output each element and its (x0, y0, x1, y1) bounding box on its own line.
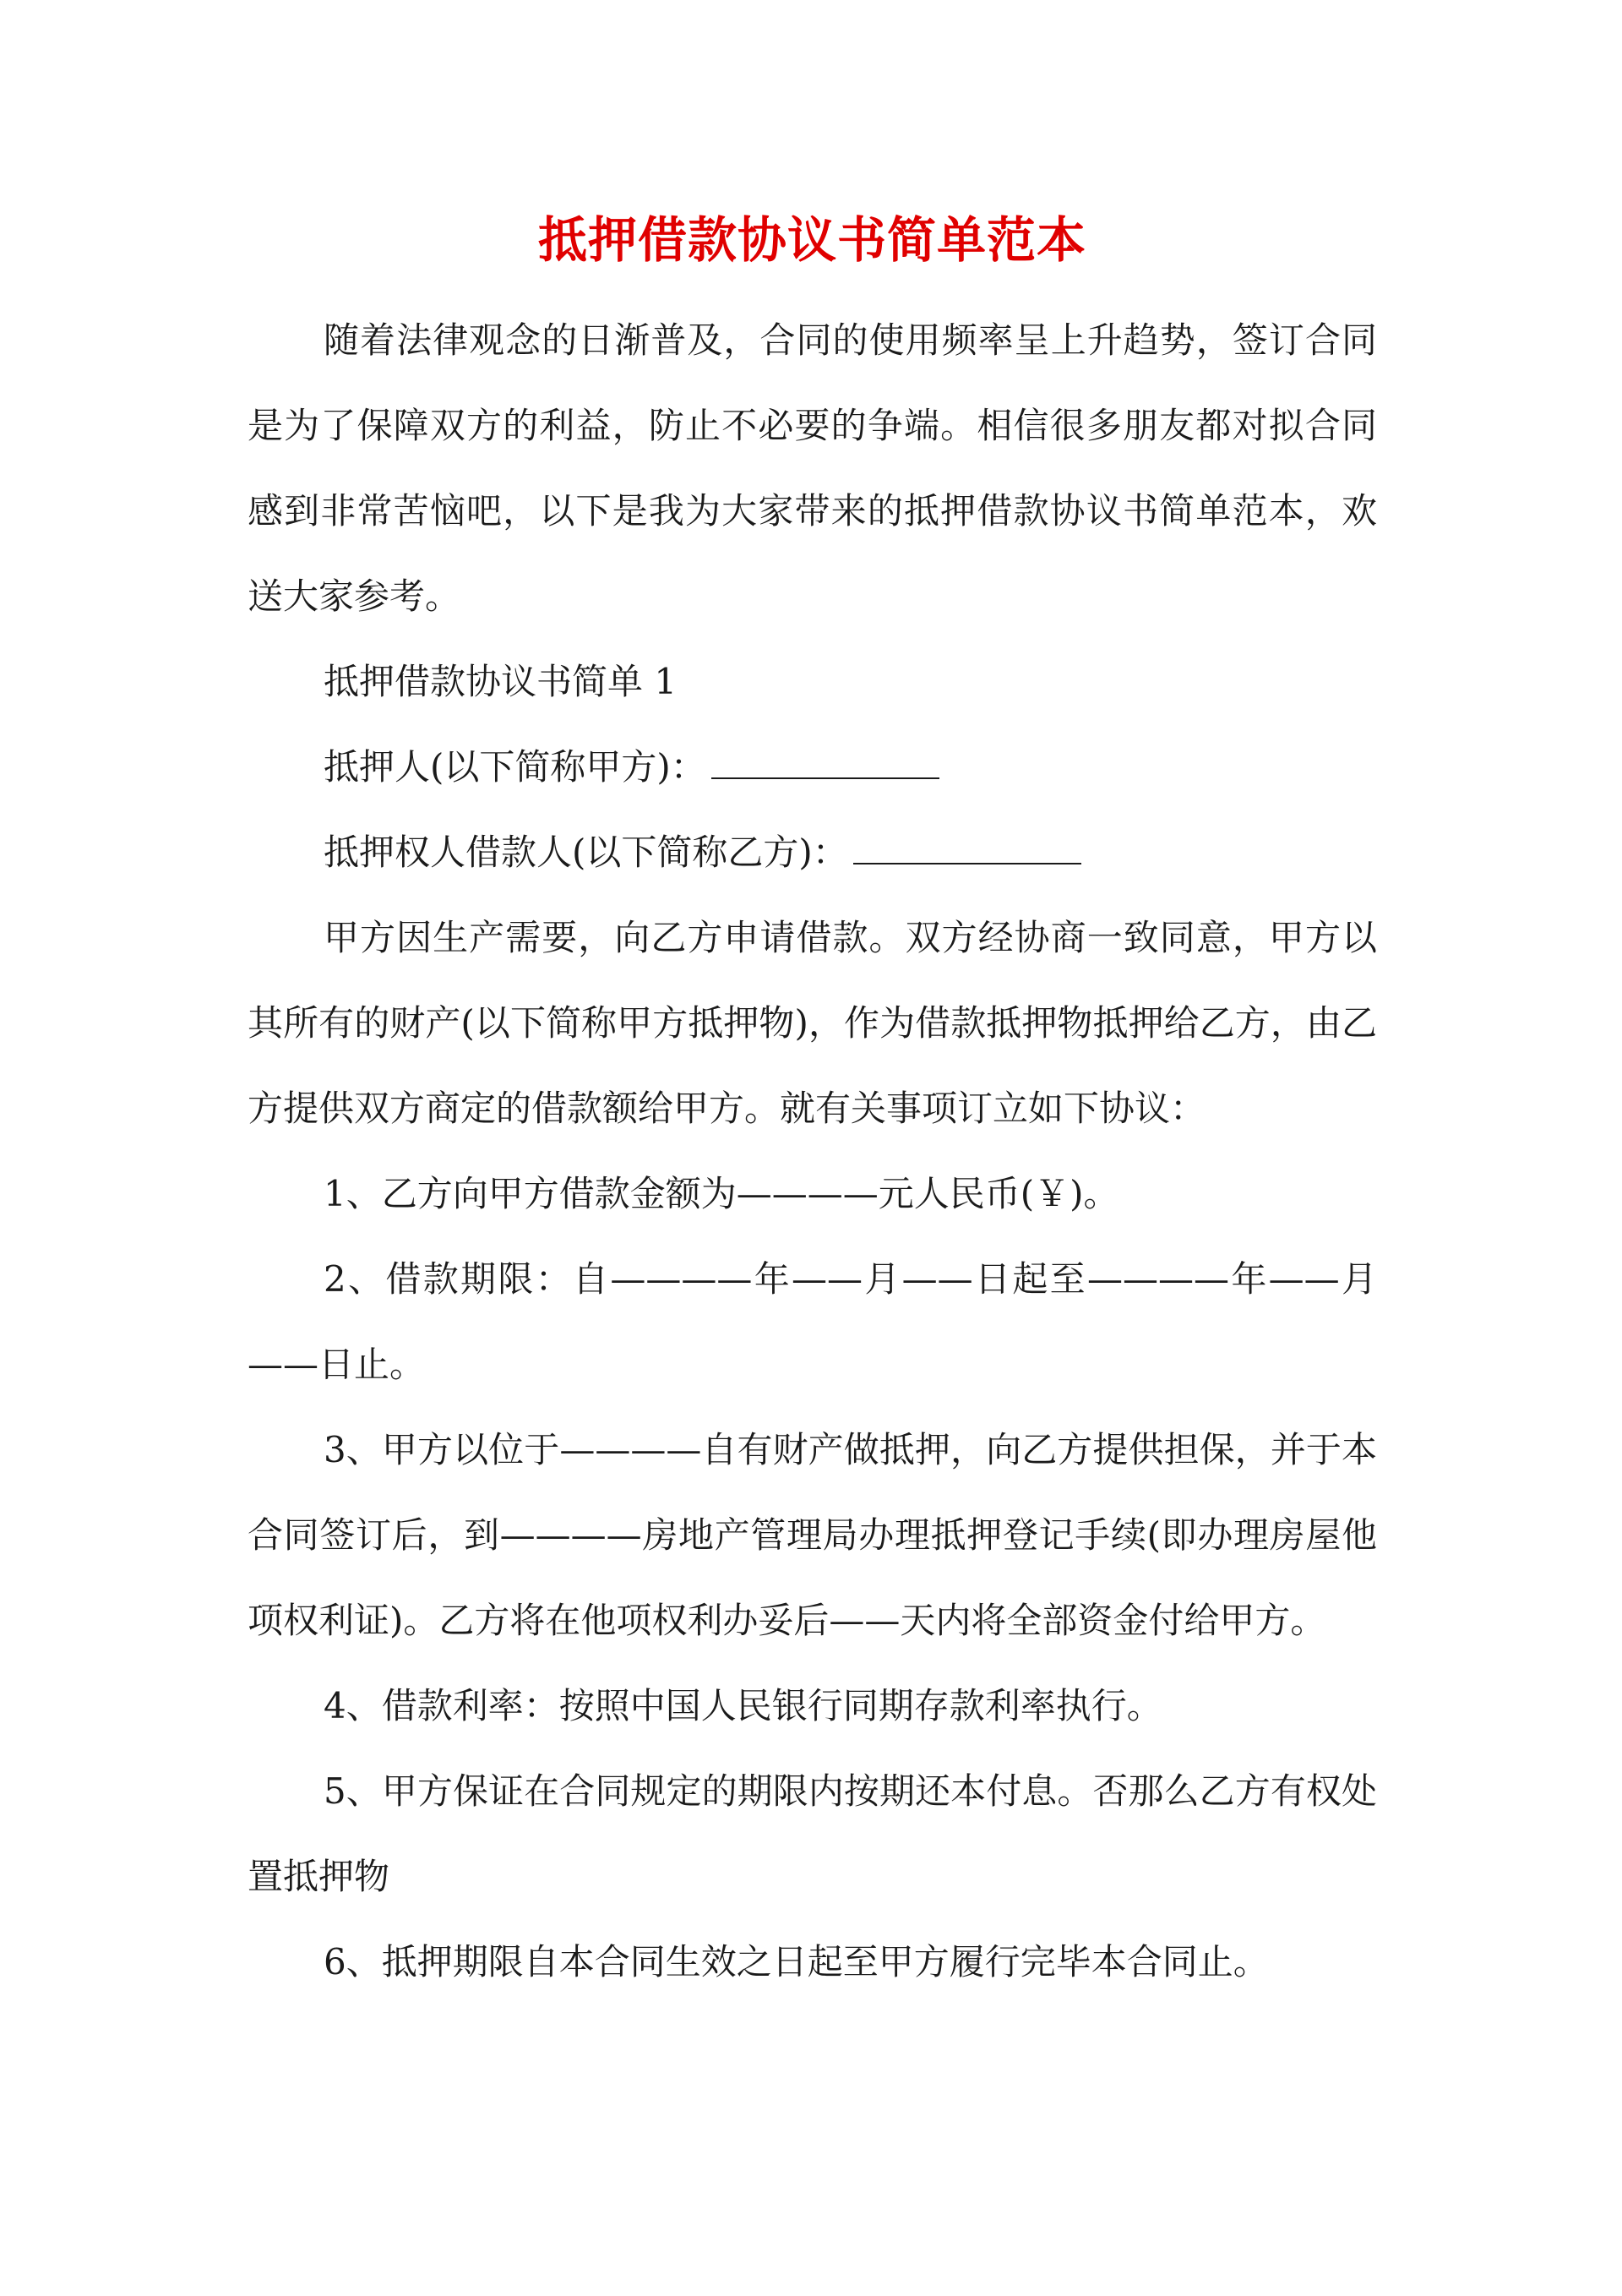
agreement-paragraph: 甲方因生产需要，向乙方申请借款。双方经协商一致同意，甲方以其所有的财产(以下简称甲方抵押物)，作为借款抵押物抵押给乙方，由乙方提供双方商定的借款额给甲方。就有关事项订立如下协议： (248, 917, 1377, 1129)
party-b-line (248, 810, 1377, 895)
clause-6: 6、抵押期限自本合同生效之日起至甲方履行完毕本合同止。 (324, 1941, 1269, 1982)
party-b-label: 抵押权人借款人(以下简称乙方)： (324, 832, 848, 873)
party-a-blank (711, 747, 939, 779)
party-a-line (248, 724, 1377, 810)
party-b-blank (853, 832, 1081, 864)
clause-4: 4、借款利率：按照中国人民银行同期存款利率执行。 (324, 1685, 1162, 1726)
clause-1: 1、乙方向甲方借款金额为————元人民币(￥)。 (324, 1173, 1119, 1214)
clause-2: 2、借款期限：自————年——月——日起至————年——月——日止。 (248, 1258, 1377, 1385)
document-body (248, 297, 1377, 2004)
clause-3: 3、甲方以位于————自有财产做抵押，向乙方提供担保，并于本合同签订后，到————房地产管理局办理抵押登记手续(即办理房屋他项权利证)。乙方将在他项权利办妥后——天内将全部资金付给甲方。 (248, 1429, 1377, 1641)
document-title: 抵押借款协议书简单范本 (537, 211, 1086, 269)
clause-5: 5、甲方保证在合同规定的期限内按期还本付息。否那么乙方有权处置抵押物 (248, 1770, 1377, 1897)
party-a-label: 抵押人(以下简称甲方)： (324, 746, 706, 788)
intro-paragraph: 随着法律观念的日渐普及，合同的使用频率呈上升趋势，签订合同是为了保障双方的利益，防止不必要的争端。相信很多朋友都对拟合同感到非常苦恼吧，以下是我为大家带来的抵押借款协议书简单范本，欢送大家参考。 (248, 319, 1377, 617)
section-heading: 抵押借款协议书简单 1 (324, 661, 678, 702)
